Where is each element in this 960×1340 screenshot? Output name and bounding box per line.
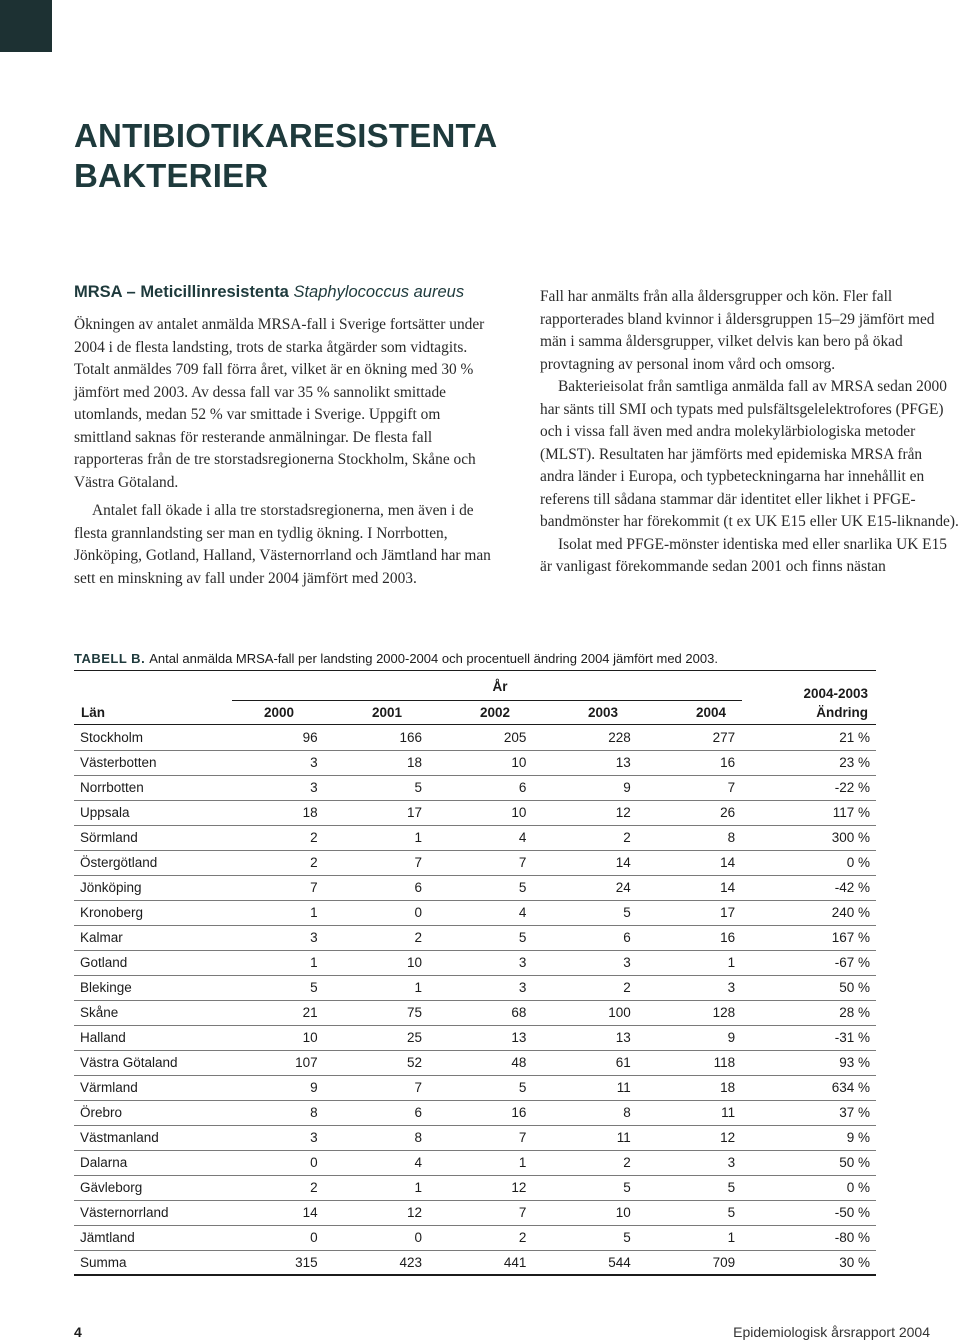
cell-year-2001: 18	[328, 750, 432, 775]
cell-year-2001: 12	[328, 1200, 432, 1225]
cell-year-2004: 16	[641, 925, 745, 950]
cell-year-2000: 315	[223, 1250, 327, 1275]
table-row	[74, 1025, 876, 1050]
cell-year-2003: 100	[536, 1000, 640, 1025]
cell-year-2004: 277	[641, 725, 745, 750]
cell-lan: Uppsala	[74, 800, 223, 825]
right-paragraph-2: Bakterieisolat från samtliga anmälda fall av MRSA sedan 2000 har sänts till SMI och typats med pulsfältsgelelektrofores (PFGE) och i vissa fall även med andra molekylärbiologiska metoder (MLST). Resultaten har jämförts med epidemiska MRSA från andra länder i Europa, och typbeteckningarna har innehållit en referens till sådana stammar där identitet eller likhet i PFGE-bandmönster har förekommit (t ex UK E15 eller UK E15-liknande).	[540, 378, 959, 530]
cell-year-2002: 3	[432, 975, 536, 1000]
cell-year-2004: 8	[641, 825, 745, 850]
cell-change: -80 %	[745, 1225, 876, 1250]
cell-year-2000: 8	[223, 1100, 327, 1125]
cell-year-2000: 0	[223, 1150, 327, 1175]
cell-year-2001: 2	[328, 925, 432, 950]
cell-lan: Gotland	[74, 950, 223, 975]
cell-year-2001: 1	[328, 825, 432, 850]
cell-year-2004: 5	[641, 1200, 745, 1225]
mrsa-table	[74, 670, 876, 1276]
header-year-2001: 2001	[372, 705, 403, 720]
cell-year-2003: 8	[536, 1100, 640, 1125]
cell-change: 634 %	[745, 1075, 876, 1100]
cell-lan: Dalarna	[74, 1150, 223, 1175]
table-row	[74, 925, 876, 950]
cell-year-2002: 4	[432, 825, 536, 850]
cell-change: -50 %	[745, 1200, 876, 1225]
cell-lan: Norrbotten	[74, 775, 223, 800]
cell-change: -22 %	[745, 775, 876, 800]
cell-year-2004: 7	[641, 775, 745, 800]
page-title-line1: ANTIBIOTIKARESISTENTA	[74, 117, 498, 154]
cell-year-2003: 13	[536, 1025, 640, 1050]
table-row	[74, 1200, 876, 1225]
left-paragraph-2: Antalet fall ökade i alla tre storstadsregionerna, men även i de flesta grannlandsting ser man en tydlig ökning. I Norrbotten, Jönköping, Gotland, Halland, Västernorrland och Jämtland har man sett en minskning av fall under 2004 jämfört med 2003.	[74, 502, 491, 587]
cell-change: 30 %	[745, 1250, 876, 1275]
table-row	[74, 1000, 876, 1025]
cell-year-2003: 11	[536, 1075, 640, 1100]
cell-change: 167 %	[745, 925, 876, 950]
year-group-rule	[232, 700, 742, 701]
cell-year-2000: 3	[223, 750, 327, 775]
cell-year-2004: 11	[641, 1100, 745, 1125]
cell-year-2001: 52	[328, 1050, 432, 1075]
cell-change: 23 %	[745, 750, 876, 775]
cell-year-2004: 16	[641, 750, 745, 775]
cell-year-2003: 13	[536, 750, 640, 775]
section-heading	[74, 282, 499, 303]
cell-year-2004: 1	[641, 950, 745, 975]
cell-year-2001: 8	[328, 1125, 432, 1150]
table-row	[74, 900, 876, 925]
cell-year-2000: 3	[223, 775, 327, 800]
cell-year-2004: 1	[641, 1225, 745, 1250]
page-title	[74, 116, 634, 196]
cell-year-2002: 7	[432, 850, 536, 875]
header-year-2004: 2004	[696, 705, 727, 720]
cell-year-2000: 3	[223, 925, 327, 950]
table-row	[74, 725, 876, 750]
cell-change: 93 %	[745, 1050, 876, 1075]
cell-lan: Jämtland	[74, 1225, 223, 1250]
table-row	[74, 975, 876, 1000]
left-paragraph-1: Ökningen av antalet anmälda MRSA-fall i Sverige fortsätter under 2004 i de flesta landsting, trots de starka åtgärder som vidtagits. Totalt anmäldes 709 fall förra året, vilket är en ökning med 30 % jämfört med 2003. Av dessa fall var 35 % sannolikt smittade utomlands, medan 52 % var smittade i Sverige. Uppgift om smittland saknas för resterande anmälningar. De flesta fall rapporteras från de tre storstadsregionerna Stockholm, Skåne och Västra Götaland.	[74, 316, 485, 491]
header-change-period: 2004-2003	[803, 686, 868, 701]
table-row	[74, 1075, 876, 1100]
cell-change: 0 %	[745, 850, 876, 875]
cell-year-2003: 11	[536, 1125, 640, 1150]
cell-year-2002: 12	[432, 1175, 536, 1200]
table-body	[74, 725, 876, 1275]
cell-year-2000: 0	[223, 1225, 327, 1250]
cell-year-2002: 7	[432, 1125, 536, 1150]
cell-year-2001: 0	[328, 1225, 432, 1250]
table-row	[74, 1225, 876, 1250]
header-change-label: Ändring	[816, 705, 868, 720]
cell-lan: Gävleborg	[74, 1175, 223, 1200]
cell-change: 240 %	[745, 900, 876, 925]
cell-year-2002: 5	[432, 875, 536, 900]
cell-year-2001: 1	[328, 1175, 432, 1200]
cell-year-2002: 48	[432, 1050, 536, 1075]
cell-change: 50 %	[745, 1150, 876, 1175]
cell-lan: Västerbotten	[74, 750, 223, 775]
cell-lan: Blekinge	[74, 975, 223, 1000]
section-heading-bold: MRSA – Meticillinresistenta	[74, 283, 289, 301]
cell-change: 50 %	[745, 975, 876, 1000]
cell-year-2001: 7	[328, 850, 432, 875]
cell-lan: Värmland	[74, 1075, 223, 1100]
cell-year-2001: 6	[328, 875, 432, 900]
left-column	[74, 282, 499, 590]
cell-change: 21 %	[745, 725, 876, 750]
cell-year-2001: 5	[328, 775, 432, 800]
cell-year-2001: 0	[328, 900, 432, 925]
cell-year-2003: 2	[536, 1150, 640, 1175]
cell-year-2004: 14	[641, 850, 745, 875]
cell-year-2003: 10	[536, 1200, 640, 1225]
table-row	[74, 800, 876, 825]
cell-year-2002: 6	[432, 775, 536, 800]
cell-change: 9 %	[745, 1125, 876, 1150]
page-title-line2: BAKTERIER	[74, 157, 269, 194]
cell-year-2003: 2	[536, 825, 640, 850]
cell-year-2001: 423	[328, 1250, 432, 1275]
header-year-2000: 2000	[264, 705, 295, 720]
cell-year-2002: 205	[432, 725, 536, 750]
cell-lan: Jönköping	[74, 875, 223, 900]
cell-lan: Västmanland	[74, 1125, 223, 1150]
cell-lan: Kronoberg	[74, 900, 223, 925]
table-caption-label: TABELL B.	[74, 651, 146, 666]
cell-year-2004: 17	[641, 900, 745, 925]
cell-year-2003: 544	[536, 1250, 640, 1275]
publication-title: Epidemiologisk årsrapport 2004	[733, 1324, 930, 1340]
cell-year-2000: 21	[223, 1000, 327, 1025]
cell-lan: Örebro	[74, 1100, 223, 1125]
cell-year-2002: 5	[432, 925, 536, 950]
cell-year-2002: 441	[432, 1250, 536, 1275]
table-row	[74, 1050, 876, 1075]
cell-year-2003: 5	[536, 1225, 640, 1250]
header-year-2003: 2003	[588, 705, 619, 720]
cell-year-2000: 2	[223, 1175, 327, 1200]
right-paragraph-1: Fall har anmälts från alla åldersgrupper och kön. Fler fall rapporterades bland kvinnor i åldersgruppen 15–29 jämfört med män i samma åldersgrupper, vilket delvis kan bero på ökad provtagning av personal inom vård och omsorg.	[540, 288, 935, 373]
cell-lan: Stockholm	[74, 725, 223, 750]
table-row	[74, 775, 876, 800]
table-row	[74, 950, 876, 975]
table-caption-text: Antal anmälda MRSA-fall per landsting 2000-2004 och procentuell ändring 2004 jämfört med 2003.	[149, 651, 718, 666]
cell-year-2000: 5	[223, 975, 327, 1000]
cell-year-2000: 3	[223, 1125, 327, 1150]
section-heading-italic: Staphylococcus aureus	[293, 283, 465, 301]
cell-year-2004: 3	[641, 975, 745, 1000]
table-row	[74, 750, 876, 775]
cell-year-2002: 3	[432, 950, 536, 975]
cell-year-2004: 128	[641, 1000, 745, 1025]
table-row	[74, 875, 876, 900]
cell-year-2002: 7	[432, 1200, 536, 1225]
right-paragraph-3: Isolat med PFGE-mönster identiska med eller snarlika UK E15 är vanligast förekommande sedan 2001 och finns nästan	[540, 535, 947, 575]
cell-change: -42 %	[745, 875, 876, 900]
table-row	[74, 1125, 876, 1150]
cell-year-2000: 96	[223, 725, 327, 750]
cell-year-2000: 2	[223, 825, 327, 850]
cell-year-2003: 24	[536, 875, 640, 900]
cell-change: 117 %	[745, 800, 876, 825]
cell-year-2004: 3	[641, 1150, 745, 1175]
cell-year-2003: 9	[536, 775, 640, 800]
cell-year-2002: 10	[432, 800, 536, 825]
cell-year-2000: 1	[223, 950, 327, 975]
cell-year-2001: 1	[328, 975, 432, 1000]
cell-year-2000: 9	[223, 1075, 327, 1100]
cell-year-2002: 4	[432, 900, 536, 925]
table-row	[74, 1175, 876, 1200]
cell-year-2001: 7	[328, 1075, 432, 1100]
cell-year-2000: 7	[223, 875, 327, 900]
cell-change: -67 %	[745, 950, 876, 975]
cell-lan: Västra Götaland	[74, 1050, 223, 1075]
table-row	[74, 1100, 876, 1125]
cell-year-2000: 1	[223, 900, 327, 925]
data-table	[74, 725, 876, 1276]
cell-lan: Västernorrland	[74, 1200, 223, 1225]
cell-year-2003: 5	[536, 900, 640, 925]
table-row-summa	[74, 1250, 876, 1275]
right-column	[540, 286, 960, 579]
cell-year-2003: 12	[536, 800, 640, 825]
cell-year-2002: 13	[432, 1025, 536, 1050]
header-lan: Län	[81, 705, 106, 720]
cell-year-2001: 166	[328, 725, 432, 750]
cell-year-2001: 25	[328, 1025, 432, 1050]
cell-year-2001: 75	[328, 1000, 432, 1025]
cell-year-2003: 5	[536, 1175, 640, 1200]
page-number: 4	[74, 1324, 82, 1340]
cell-lan: Skåne	[74, 1000, 223, 1025]
cell-year-2001: 4	[328, 1150, 432, 1175]
cell-year-2003: 61	[536, 1050, 640, 1075]
cell-year-2004: 26	[641, 800, 745, 825]
table-header	[74, 671, 876, 725]
cell-year-2000: 14	[223, 1200, 327, 1225]
cell-change: 28 %	[745, 1000, 876, 1025]
table-row	[74, 850, 876, 875]
cell-year-2003: 3	[536, 950, 640, 975]
cell-year-2004: 118	[641, 1050, 745, 1075]
cell-year-2002: 2	[432, 1225, 536, 1250]
cell-lan: Sörmland	[74, 825, 223, 850]
cell-year-2004: 14	[641, 875, 745, 900]
cell-year-2003: 14	[536, 850, 640, 875]
cell-year-2001: 17	[328, 800, 432, 825]
cell-lan: Kalmar	[74, 925, 223, 950]
cell-year-2001: 6	[328, 1100, 432, 1125]
cell-change: 0 %	[745, 1175, 876, 1200]
cell-lan: Östergötland	[74, 850, 223, 875]
cell-lan: Summa	[74, 1250, 223, 1275]
cell-year-2000: 107	[223, 1050, 327, 1075]
cell-change: -31 %	[745, 1025, 876, 1050]
cell-year-2002: 10	[432, 750, 536, 775]
table-row	[74, 1150, 876, 1175]
cell-year-2002: 16	[432, 1100, 536, 1125]
cell-year-2004: 18	[641, 1075, 745, 1100]
cell-year-2004: 5	[641, 1175, 745, 1200]
table-row	[74, 825, 876, 850]
cell-year-2002: 68	[432, 1000, 536, 1025]
cell-year-2003: 6	[536, 925, 640, 950]
header-year-2002: 2002	[480, 705, 511, 720]
cell-year-2003: 2	[536, 975, 640, 1000]
cell-year-2004: 12	[641, 1125, 745, 1150]
table-caption	[74, 650, 894, 668]
cell-change: 37 %	[745, 1100, 876, 1125]
cell-year-2000: 10	[223, 1025, 327, 1050]
corner-color-block	[0, 0, 52, 52]
cell-year-2003: 228	[536, 725, 640, 750]
cell-year-2004: 9	[641, 1025, 745, 1050]
cell-change: 300 %	[745, 825, 876, 850]
cell-year-2000: 18	[223, 800, 327, 825]
cell-year-2002: 1	[432, 1150, 536, 1175]
cell-year-2000: 2	[223, 850, 327, 875]
cell-year-2004: 709	[641, 1250, 745, 1275]
cell-year-2001: 10	[328, 950, 432, 975]
year-group-label: År	[492, 679, 508, 694]
cell-lan: Halland	[74, 1025, 223, 1050]
cell-year-2002: 5	[432, 1075, 536, 1100]
